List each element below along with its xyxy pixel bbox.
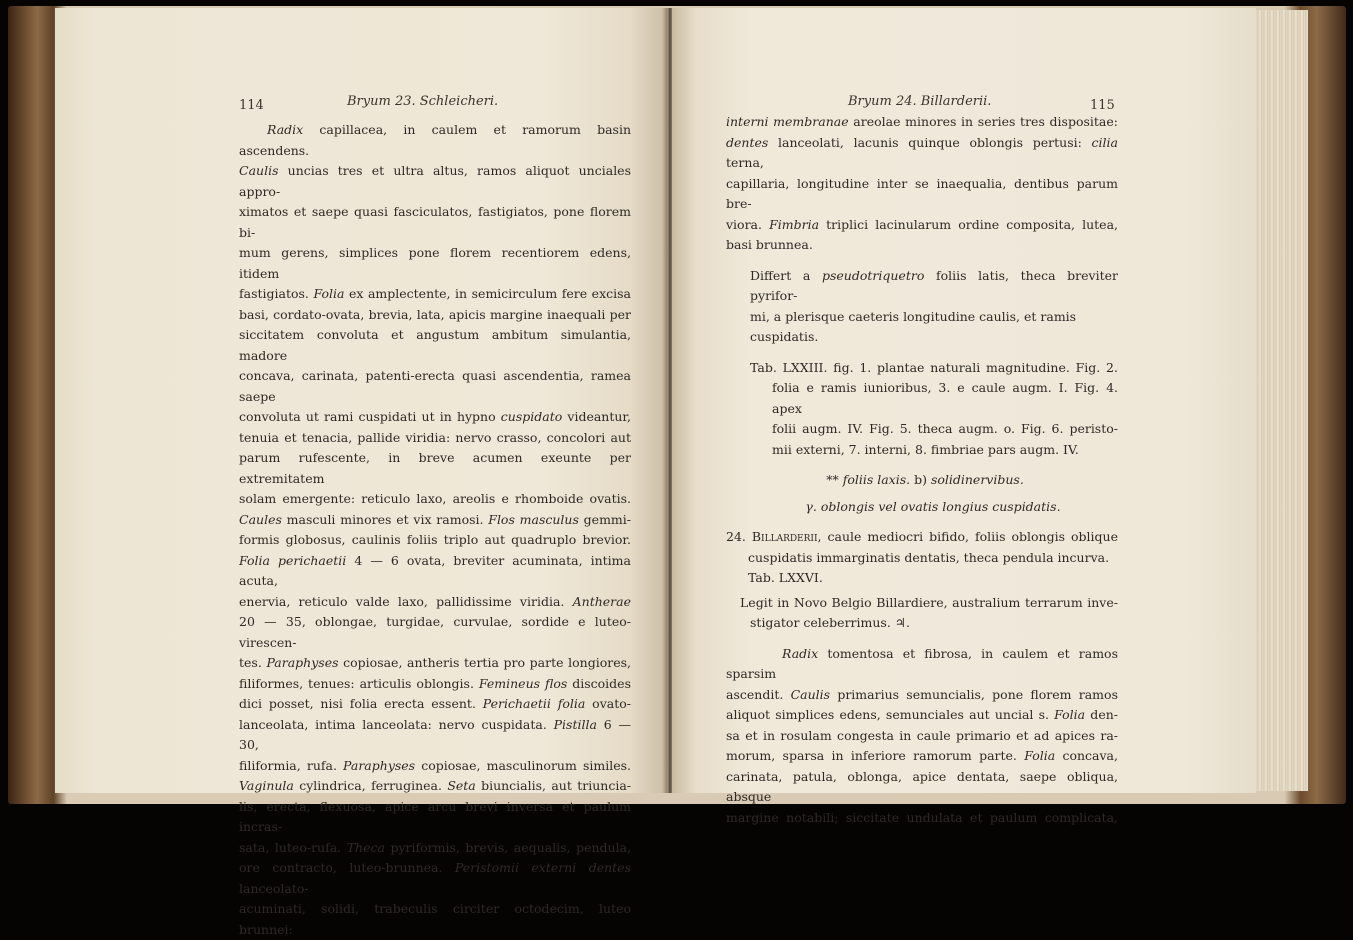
text-run: foliis latis, theca breviter pyrifor- (750, 267, 1118, 303)
text-line (239, 653, 631, 674)
text-run: foliis laxis. (842, 472, 911, 487)
text-run: Pistilla (553, 716, 597, 732)
text-run: ovato- (585, 696, 631, 711)
text-line (726, 548, 1118, 569)
text-run: primarius semuncialis, pone florem ramos (830, 686, 1118, 702)
text-run: stigator celeberrimus. ♃. (750, 615, 910, 630)
text-run: basi brunnea. (726, 237, 813, 252)
text-run: cuspidato (500, 409, 563, 424)
text-run: Paraphyses (343, 757, 416, 773)
text-line (239, 530, 631, 551)
text-run: ** (826, 472, 843, 487)
text-run: folii augm. IV. Fig. 5. theca augm. o. Fig. 6. peristo- (772, 421, 1118, 436)
text-run: siccitatem convoluta et angustum ambitum simulantia, madore (239, 327, 631, 363)
text-run: tes. (239, 655, 267, 670)
text-run: basi, cordato-ovata, brevia, lata, apicis margine inaequali per (239, 306, 631, 322)
text-run: b) (910, 472, 931, 487)
left-page-text (239, 120, 631, 940)
text-line (750, 307, 1118, 348)
text-run: concava, carinata, patenti-erecta quasi ascendentia, ramea saepe (239, 368, 631, 404)
text-line (726, 685, 1118, 706)
text-run: cuspidatis immarginatis dentatis, theca pendula incurva. (748, 549, 1110, 565)
right-page (672, 8, 1256, 825)
text-line (239, 551, 631, 592)
text-run: ore contracto, luteo-brunnea. (239, 860, 455, 875)
text-line (726, 235, 1118, 256)
text-run: Seta (447, 778, 476, 793)
text-line (239, 243, 631, 284)
text-run: dentes (726, 134, 769, 150)
left-page-number: 114 (239, 98, 264, 113)
text-line (239, 674, 631, 695)
text-run: capillaria, longitudine inter se inaequalia, dentibus parum bre- (726, 175, 1118, 211)
text-run: mii externi, 7. interni, 8. fimbriae pars augm. IV. (772, 441, 1079, 457)
text-run: areolae minores in series tres dispositae: (848, 114, 1118, 129)
text-run: , caule mediocri bifido, foliis oblongis oblique (817, 529, 1118, 544)
text-run: interni membranae (726, 114, 849, 129)
text-line (726, 133, 1118, 174)
text-run: fastigiatos. (239, 286, 314, 301)
text-run: parum rufescente, in breve acumen exeunte per extremitatem (239, 450, 631, 486)
paragraph-peristome-interior (726, 112, 1118, 256)
text-line (726, 644, 1118, 685)
text-run: Legit in Novo Belgio Billardiere, australium terrarum inve- (740, 594, 1118, 610)
text-run: sata, luteo-rufa. (239, 839, 347, 855)
text-line (239, 510, 631, 531)
text-line (726, 527, 1118, 548)
text-line (239, 366, 631, 407)
text-run: 4 — 6 ovata, breviter acuminata, intima acuta, (239, 552, 631, 588)
text-run: mi, a plerisque caeteris longitudine caulis, et ramis cuspidatis. (750, 308, 1077, 344)
paragraph-differt (726, 266, 1118, 348)
text-line (239, 161, 631, 202)
text-run: filiformia, rufa. (239, 757, 344, 773)
text-run: Radix (267, 122, 304, 137)
paragraph-radix (726, 644, 1118, 829)
text-run: Caules (239, 511, 282, 527)
text-line (750, 419, 1118, 440)
text-line (239, 120, 631, 161)
text-run: Folia (1054, 707, 1086, 722)
text-run: sa et in rosulam congesta in caule primario et ad apices ra- (726, 727, 1118, 743)
text-run: Folia perichaetii (239, 552, 347, 568)
text-run: mum gerens, simplices pone florem recentiorem edens, itidem (239, 245, 631, 281)
text-run: ex amplectente, in semicirculum fere excisa (344, 286, 631, 301)
text-run: tenuia et tenacia, pallide viridia: nervo crasso, concolori aut (239, 429, 631, 445)
text-run: morum, sparsa in inferiore ramorum parte. (726, 748, 1025, 763)
text-run: triplici lacinularum ordine composita, lutea, (819, 216, 1118, 232)
text-run: discoides (567, 675, 631, 691)
species-entry-billarderii (726, 527, 1118, 589)
text-run: concava, (1055, 748, 1118, 763)
text-line (726, 808, 1118, 829)
text-run: masculi minores et vix ramosi. (281, 511, 489, 527)
text-run: cylindrica, ferruginea. (293, 778, 448, 793)
text-run: Vaginula (239, 778, 294, 793)
paragraph-legit (726, 593, 1118, 634)
page-fore-edge (1256, 10, 1308, 791)
text-line (239, 694, 631, 715)
text-run: acuminati, solidi, trabeculis circiter octodecim, luteo brunnei: (239, 901, 631, 937)
text-run: ximatos et saepe quasi fasciculatos, fastigiatos, pone florem bi- (239, 204, 631, 240)
text-run: videantur, (562, 409, 632, 424)
text-line (726, 112, 1118, 133)
text-run: folia e ramis iunioribus, 3. e caule augm. I. Fig. 4. apex (772, 380, 1118, 416)
text-line (740, 593, 1118, 614)
text-line (239, 756, 631, 777)
text-line (239, 899, 631, 940)
text-run: uncias tres et ultra altus, ramos aliquot unciales appro- (239, 163, 631, 199)
text-run: lanceolati, lacunis quinque oblongis pertusi: (768, 134, 1092, 150)
left-running-title: Bryum 23. Schleicheri. (347, 94, 499, 109)
paragraph-tab-lxxiii (726, 358, 1118, 461)
text-line (750, 358, 1118, 379)
text-run: solam emergente: reticulo laxo, areolis e rhomboide ovatis. (239, 491, 631, 506)
text-run: Paraphyses (266, 655, 339, 670)
text-run: Folia (1024, 748, 1056, 763)
text-run: enervia, reticulo valde laxo, pallidissime viridia. (239, 593, 573, 609)
text-run: Caulis (790, 686, 831, 702)
text-line (239, 284, 631, 305)
text-run: viora. (726, 216, 770, 232)
text-run: terna, (726, 155, 764, 170)
text-line (239, 448, 631, 489)
text-run: capillacea, in caulem et ramorum basin ascendens. (239, 122, 631, 158)
text-run: aliquot simplices edens, semunciales aut uncial s. (726, 707, 1055, 722)
text-line (239, 612, 631, 653)
left-page (55, 8, 667, 937)
text-run: tomentosa et fibrosa, in caulem et ramos sparsim (726, 645, 1118, 681)
text-line (239, 776, 631, 797)
text-run: Perichaetii folia (482, 696, 586, 711)
text-line (750, 440, 1118, 461)
text-run: Flos masculus (488, 511, 579, 527)
text-line (239, 202, 631, 243)
text-line (726, 215, 1118, 236)
text-run: dici posset, nisi folia erecta essent. (239, 696, 483, 711)
text-line (239, 592, 631, 613)
text-run: Caulis (239, 163, 279, 178)
text-run: copiosae, antheris tertia pro parte longiores, (338, 655, 631, 670)
text-run: 24. (726, 529, 752, 544)
text-run: Radix (782, 645, 819, 661)
text-run: cilia (1091, 134, 1118, 150)
text-run: den- (1085, 707, 1118, 722)
text-run: margine notabili; siccitate undulata et paulum complicata, (726, 809, 1118, 825)
text-run: 20 — 35, oblongae, turgidae, curvulae, sordide e luteo-virescen- (239, 614, 631, 650)
text-run: formis globosus, caulinis foliis triplo aut quadruplo brevior. (239, 532, 631, 547)
text-run: gemmi- (578, 511, 631, 527)
text-line (726, 726, 1118, 747)
text-run: Folia (313, 286, 345, 301)
text-line (726, 705, 1118, 726)
text-run: pyriformis, brevis, aequalis, pendula, (384, 839, 631, 855)
text-run: γ. oblongis vel ovatis longius cuspidatis. (805, 498, 1061, 514)
text-line (239, 407, 631, 428)
text-line (239, 325, 631, 366)
text-run: Billarderii (751, 529, 818, 544)
text-line (726, 746, 1118, 767)
text-run: Theca (346, 839, 385, 855)
text-run: copiosae, masculinorum similes. (415, 757, 631, 773)
section-heading-oblongis (726, 497, 1118, 518)
text-line (239, 305, 631, 326)
text-run: Peristomii externi dentes (454, 860, 631, 875)
right-page-number: 115 (1090, 98, 1115, 113)
text-run: ascendit. (726, 686, 791, 702)
text-run: Antherae (572, 593, 631, 609)
text-run: carinata, patula, oblonga, apice dentata, saepe obliqua, absque (726, 768, 1118, 804)
text-run: Tab. LXXVI. (748, 570, 823, 585)
text-line (740, 613, 1118, 634)
text-run: biuncialis, aut triuncia- (475, 778, 631, 793)
text-run: Femineus flos (478, 675, 568, 691)
text-run: lis, erecta, flexuosa, apice arcu brevi inversa et paulum incras- (239, 798, 631, 834)
text-line (750, 266, 1118, 307)
text-line (239, 838, 631, 859)
text-run: lanceolata, intima lanceolata: nervo cuspidata. (239, 716, 554, 732)
text-line (239, 858, 631, 899)
text-line (726, 568, 1118, 589)
text-line (726, 767, 1118, 808)
text-line (239, 715, 631, 756)
text-run: convoluta ut rami cuspidati ut in hypno (239, 409, 501, 424)
section-heading-foliis-laxis (726, 470, 1118, 491)
text-run: Differt a (750, 267, 822, 283)
text-line (239, 428, 631, 449)
text-line (750, 378, 1118, 419)
text-line (239, 797, 631, 838)
text-line (239, 489, 631, 510)
text-run: pseudotriquetro (821, 267, 925, 283)
text-run: filiformes, tenues: articulis oblongis. (239, 675, 479, 691)
text-run: Fimbria (769, 216, 820, 232)
text-run: solidinervibus. (930, 472, 1024, 487)
right-page-text (726, 112, 1118, 828)
text-run: 6 — 30, (239, 716, 631, 752)
text-run: Tab. LXXIII. fig. 1. plantae naturali magnitudine. Fig. 2. (750, 359, 1118, 375)
text-run: lanceolato- (239, 880, 309, 896)
right-running-title: Bryum 24. Billarderii. (848, 94, 992, 109)
text-line (726, 174, 1118, 215)
